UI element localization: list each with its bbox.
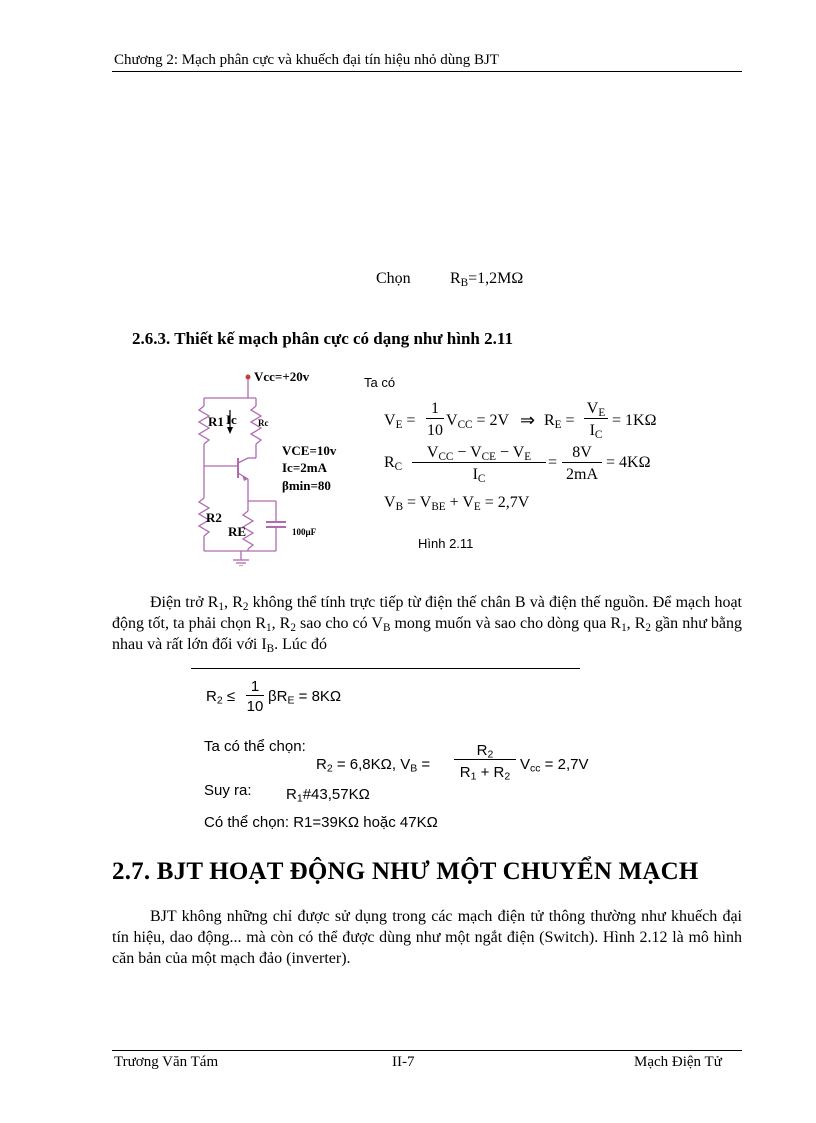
footer-book-title: Mạch Điện Tử <box>634 1054 722 1070</box>
ta-co-the-chon: Ta có thể chọn: <box>204 738 306 755</box>
ic-arrow-label: Ic <box>226 412 237 427</box>
equation-rc: $R_C$ $V_{CC} - V_{CE} - V_E$ $I_C$ = 8V 2mA = 4KΩ <box>384 444 651 485</box>
choose-word: Chọn <box>376 270 411 287</box>
equation-vb: $V_B = V_{BE} + V_E = 2,7V$ <box>384 494 530 513</box>
equation-ve: $V_E$ = 1 10 $V_{CC} = 2V$ ⇒ $R_E$ = $V_E$ $I_C$ = 1KΩ <box>384 400 657 441</box>
footer-page-number: II-7 <box>392 1054 415 1070</box>
footer-rule <box>112 1050 742 1051</box>
beta-label: βmin=80 <box>282 478 331 493</box>
capacitor-label: 100μF <box>292 527 317 537</box>
header-rule <box>112 71 742 72</box>
page-header-title: Chương 2: Mạch phân cực và khuếch đại tín hiệu nhỏ dùng BJT <box>114 52 499 68</box>
vcc-label: Vcc=+20v <box>254 369 310 384</box>
r2-label: R2 <box>206 510 222 525</box>
section-heading-2-6-3: 2.6.3. Thiết kế mạch phân cực có dạng như hình 2.11 <box>132 329 513 348</box>
choose-rb-line <box>376 270 524 289</box>
ta-co-label: Ta có <box>364 375 396 390</box>
ic-value-label: Ic=2mA <box>282 460 327 475</box>
r2-inequality: $R_2$ ≤ 1 10 $\beta R_E = 8K\Omega$ <box>206 678 342 715</box>
rc-label: Rc <box>258 418 269 428</box>
suy-ra-label: Suy ra: <box>204 782 252 799</box>
rb-value: $R_B=1,2M\Omega$ <box>450 270 524 289</box>
paragraph-bjt-switch: BJT không những chỉ được sử dụng trong các mạch điện tử thông thường như khuếch đại tín hiệu, dao động... mà còn có thể được dùng như một ngắt điện (Switch). Hình 2.12 là mô hình căn bản của một mạch đảo (inverter). <box>112 908 742 967</box>
paragraph-r1-r2: Điện trở $R_1$, $R_2$ không thể tính trực tiếp từ điện thế chân B và điện thế nguồn. Để mạch hoạt động tốt, ta phải chọn $R_1$, $R_2$ sao cho có $V_B$ mong muốn và sao cho dòng qua $R_1$, $R_2$ gần như bằng nhau và rất lớn đối với $I_B$. Lúc đó <box>112 594 743 655</box>
r2-choice-equation: $R_2 = 6,8K\Omega$, $V_B$ = $R_2$ $R_1 + R_2$ $V_{cc} = 2,7V$ <box>316 742 589 783</box>
r1-result: $R_1\#43,57K\Omega$ <box>286 786 370 805</box>
section-heading-2-7: 2.7. BJT HOẠT ĐỘNG NHƯ MỘT CHUYỂN MẠCH <box>112 858 699 885</box>
r1-label: R1 <box>208 414 224 429</box>
vce-label: VCE=10v <box>282 443 337 458</box>
co-the-chon-line: Có thể chọn: R1=39KΩ hoặc 47KΩ <box>204 814 438 831</box>
figure-caption: Hình 2.11 <box>418 536 474 551</box>
re-label: RE <box>228 524 247 539</box>
calc-separator <box>191 668 580 669</box>
footer-author: Trương Văn Tám <box>114 1054 219 1070</box>
